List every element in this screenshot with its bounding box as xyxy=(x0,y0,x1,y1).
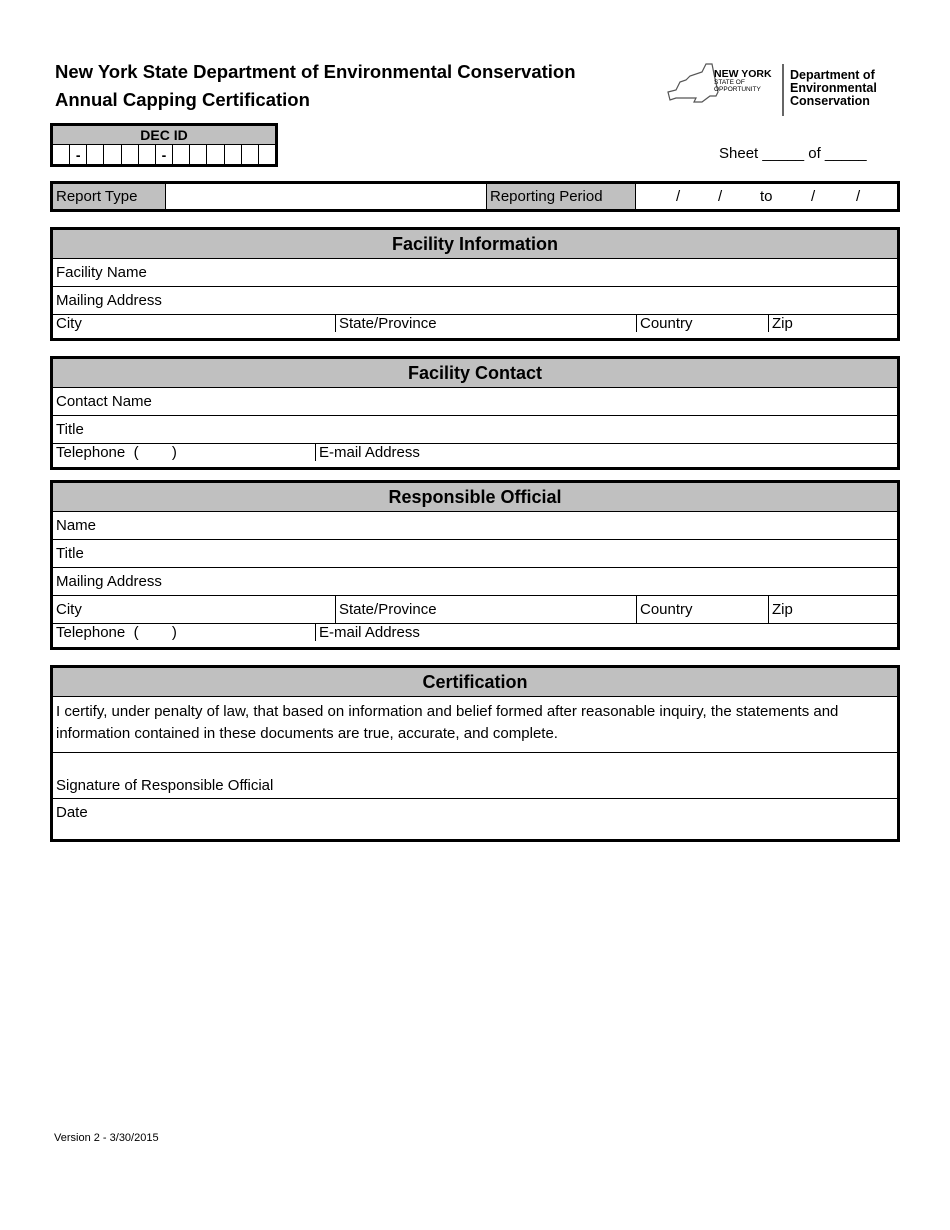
dec-id-cell[interactable] xyxy=(87,145,104,165)
facility-state-field[interactable]: State/Province xyxy=(335,315,636,332)
official-title-field[interactable]: Title xyxy=(56,545,84,562)
page-title xyxy=(55,58,576,114)
period-start-slash-1: / xyxy=(676,188,681,205)
dec-id-cell[interactable] xyxy=(225,145,242,165)
facility-zip-field[interactable]: Zip xyxy=(768,315,897,332)
date-field[interactable]: Date xyxy=(56,803,88,821)
dec-id-cell[interactable] xyxy=(139,145,156,165)
contact-email-field[interactable]: E-mail Address xyxy=(315,444,897,461)
logo-ny-line2: STATE OF xyxy=(714,79,745,86)
dec-id-cell[interactable] xyxy=(242,145,259,165)
logo-ny-line1: NEW YORK xyxy=(714,68,772,80)
facility-mailing-address-field[interactable]: Mailing Address xyxy=(56,292,162,309)
certification-table xyxy=(50,665,900,842)
logo-ny-line3: OPPORTUNITY xyxy=(714,86,761,93)
responsible-official-table xyxy=(50,480,900,650)
dec-id-cell[interactable] xyxy=(53,145,70,165)
facility-city-field[interactable]: City xyxy=(56,315,82,332)
reporting-period-input[interactable] xyxy=(635,184,897,209)
facility-information-heading: Facility Information xyxy=(53,230,897,258)
official-zip-field[interactable]: Zip xyxy=(768,596,897,623)
dec-id-cell[interactable]: - xyxy=(156,145,173,165)
facility-contact-table xyxy=(50,356,900,470)
title-line-1: New York State Department of Environmental Conservation xyxy=(55,61,576,82)
period-end-slash-1: / xyxy=(811,188,816,205)
report-type-input[interactable] xyxy=(165,184,486,209)
official-telephone-field[interactable]: Telephone ( ) xyxy=(56,624,177,641)
dec-id-cell[interactable] xyxy=(190,145,207,165)
dec-id-cell[interactable] xyxy=(173,145,190,165)
official-country-field[interactable]: Country xyxy=(636,596,768,623)
sheet-number[interactable]: Sheet _____ of _____ xyxy=(719,145,867,162)
dec-id-box xyxy=(50,123,278,167)
logo-dec-line3: Conservation xyxy=(790,94,870,108)
nys-dec-logo xyxy=(666,62,892,118)
logo-dec-text xyxy=(790,69,877,108)
contact-telephone-field[interactable]: Telephone ( ) xyxy=(56,444,177,461)
dec-id-cell[interactable] xyxy=(122,145,139,165)
facility-information-table xyxy=(50,227,900,341)
official-city-field[interactable]: City xyxy=(56,601,82,618)
certification-statement: I certify, under penalty of law, that based on information and belief formed after reasonable inquiry, the statements and information contained in these documents are true, accurate, and complete. xyxy=(56,703,839,742)
period-start-slash-2: / xyxy=(718,188,723,205)
title-line-2: Annual Capping Certification xyxy=(55,89,310,110)
report-type-label: Report Type xyxy=(53,184,165,209)
dec-id-label: DEC ID xyxy=(53,126,275,145)
dec-id-cells xyxy=(53,145,275,165)
logo-ny-text xyxy=(714,69,772,93)
contact-title-field[interactable]: Title xyxy=(56,421,84,438)
facility-contact-heading: Facility Contact xyxy=(53,359,897,387)
official-email-field[interactable]: E-mail Address xyxy=(315,624,897,641)
certification-heading: Certification xyxy=(53,668,897,696)
facility-country-field[interactable]: Country xyxy=(636,315,768,332)
official-mailing-address-field[interactable]: Mailing Address xyxy=(56,573,162,590)
logo-dec-line2: Environmental xyxy=(790,81,877,95)
report-type-table xyxy=(50,181,900,212)
dec-id-cell[interactable] xyxy=(259,145,275,165)
dec-id-cell[interactable] xyxy=(207,145,224,165)
facility-name-field[interactable]: Facility Name xyxy=(56,264,147,281)
period-end-slash-2: / xyxy=(856,188,861,205)
reporting-period-label: Reporting Period xyxy=(486,184,635,209)
contact-name-field[interactable]: Contact Name xyxy=(56,393,152,410)
official-state-field[interactable]: State/Province xyxy=(335,596,636,623)
logo-dec-line1: Department of xyxy=(790,68,875,82)
version-footer: Version 2 - 3/30/2015 xyxy=(54,1132,159,1144)
dec-id-cell[interactable]: - xyxy=(70,145,87,165)
dec-id-cell[interactable] xyxy=(104,145,121,165)
responsible-official-heading: Responsible Official xyxy=(53,483,897,511)
signature-field[interactable]: Signature of Responsible Official xyxy=(56,776,274,794)
official-name-field[interactable]: Name xyxy=(56,517,97,534)
period-to: to xyxy=(760,188,773,205)
